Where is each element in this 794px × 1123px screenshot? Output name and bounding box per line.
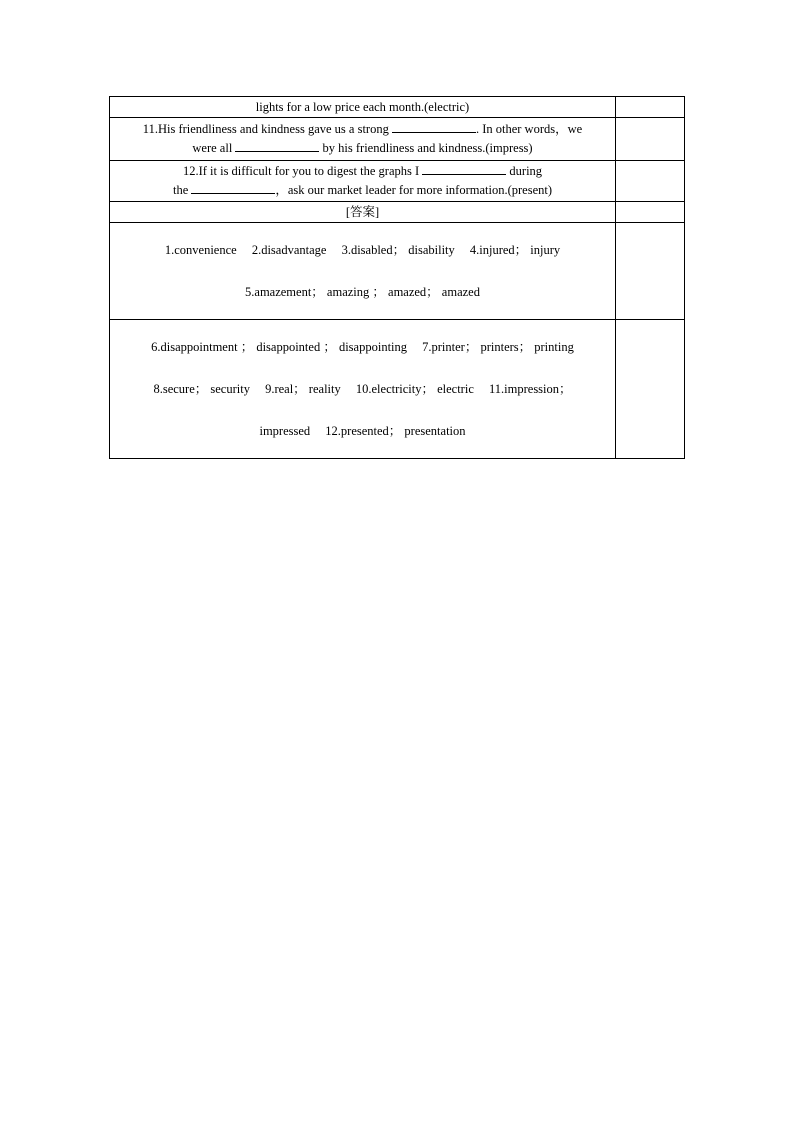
answer-header-cell bbox=[110, 202, 616, 223]
question-text: lights for a low price each month.(electric) bbox=[255, 99, 470, 114]
question-cell bbox=[110, 161, 616, 202]
answer-item: 3.disabled； disability bbox=[341, 243, 455, 257]
empty-side-cell bbox=[616, 320, 685, 459]
answer-item: impressed bbox=[259, 424, 311, 438]
answer-line bbox=[116, 271, 609, 313]
answer-item: 2.disadvantage bbox=[251, 243, 327, 257]
question-text: were all bbox=[192, 141, 236, 155]
empty-side-cell bbox=[616, 161, 685, 202]
answer-item: 1.convenience bbox=[164, 243, 237, 257]
answer-line bbox=[116, 229, 609, 271]
question-text: during bbox=[506, 164, 543, 178]
question-line bbox=[116, 162, 609, 181]
answer-blank bbox=[235, 139, 319, 152]
answer-item: 5.amazement； amazing ； amazed； amazed bbox=[245, 285, 480, 299]
answer-line bbox=[116, 326, 609, 368]
table-row bbox=[110, 161, 685, 202]
answer-item: 8.secure； security bbox=[153, 382, 250, 396]
question-line bbox=[116, 181, 609, 200]
answer-item: 12.presented； presentation bbox=[325, 424, 466, 438]
empty-side-cell bbox=[616, 202, 685, 223]
question-line bbox=[116, 120, 609, 139]
table-row bbox=[110, 118, 685, 161]
question-text: ，ask our market leader for more information.(present) bbox=[275, 183, 553, 197]
question-text: . In other words，we bbox=[475, 122, 583, 136]
question-line bbox=[116, 139, 609, 158]
answer-item: 7.printer； printers； printing bbox=[422, 340, 574, 354]
table-row bbox=[110, 202, 685, 223]
table-row bbox=[110, 320, 685, 459]
exercise-table bbox=[109, 96, 685, 459]
answer-item: 10.electricity； electric bbox=[355, 382, 474, 396]
answer-item: 11.impression； bbox=[489, 382, 572, 396]
table-row bbox=[110, 223, 685, 320]
answer-blank bbox=[392, 120, 476, 133]
answer-item: 9.real； reality bbox=[265, 382, 341, 396]
answer-header: [答案] bbox=[345, 204, 380, 219]
answer-line bbox=[116, 410, 609, 452]
question-cell bbox=[110, 97, 616, 118]
answer-blank bbox=[422, 162, 506, 175]
answers-cell bbox=[110, 320, 616, 459]
question-text: 12.If it is difficult for you to digest the graphs I bbox=[182, 164, 423, 178]
answer-item: 6.disappointment ； disappointed ； disappointing bbox=[151, 340, 408, 354]
empty-side-cell bbox=[616, 118, 685, 161]
question-text: by his friendliness and kindness.(impress) bbox=[319, 141, 533, 155]
question-text: 11.His friendliness and kindness gave us a strong bbox=[142, 122, 392, 136]
question-text: the bbox=[172, 183, 192, 197]
empty-side-cell bbox=[616, 223, 685, 320]
answers-cell bbox=[110, 223, 616, 320]
table-row bbox=[110, 97, 685, 118]
empty-side-cell bbox=[616, 97, 685, 118]
answer-blank bbox=[191, 181, 275, 194]
answer-item: 4.injured； injury bbox=[469, 243, 561, 257]
question-cell bbox=[110, 118, 616, 161]
answer-line bbox=[116, 368, 609, 410]
